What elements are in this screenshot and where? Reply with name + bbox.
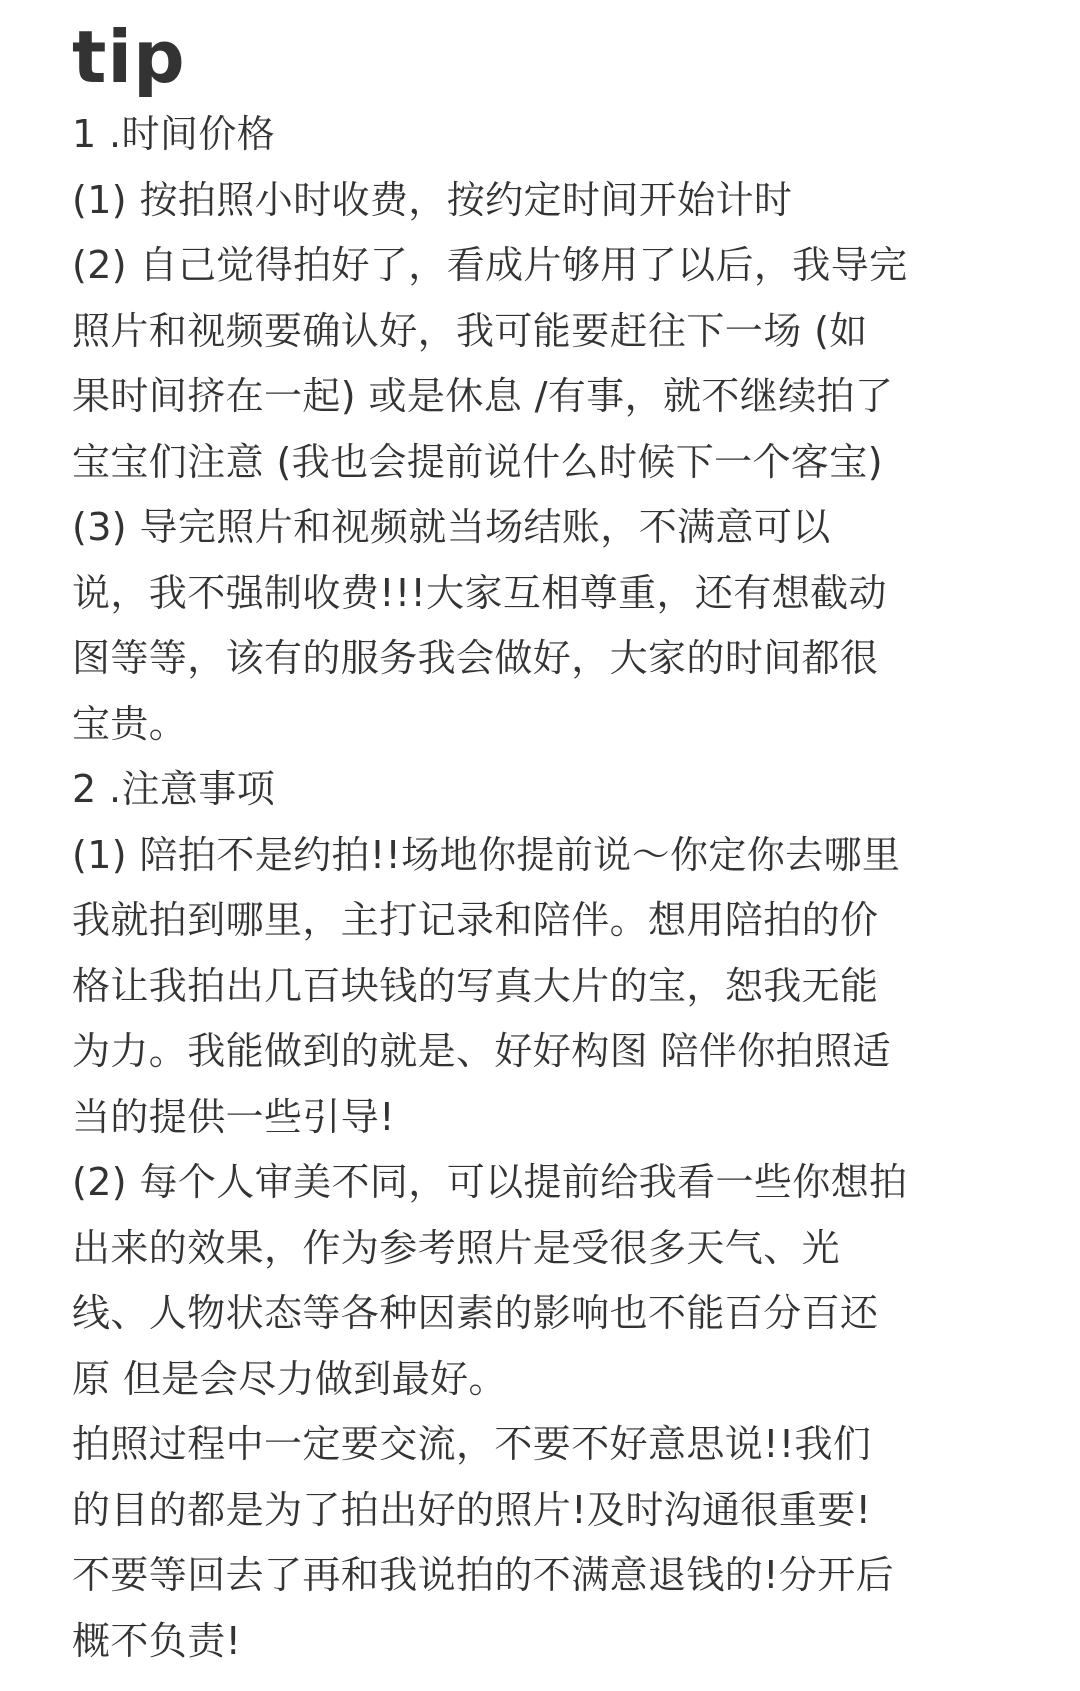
text-line: 说，我不强制收费!!!大家互相尊重，还有想截动 [72, 570, 887, 615]
text-line: (2) 每个人审美不同，可以提前给我看一些你想拍 [72, 1160, 908, 1204]
text-line: 概不负责! [72, 1618, 242, 1663]
text-line: 1 .时间价格 [72, 112, 276, 156]
text-line: 当的提供一些引导! [72, 1094, 395, 1139]
text-line: 2 .注意事项 [72, 767, 276, 811]
text-line: 照片和视频要确认好，我可能要赶往下一场 (如 [72, 308, 868, 353]
document-body [72, 102, 1020, 1674]
text-line: 的目的都是为了拍出好的照片!及时沟通很重要! [72, 1487, 872, 1532]
document-title: tip [72, 15, 186, 99]
text-line: 宝贵。 [72, 701, 188, 746]
text-line: (1) 按拍照小时收费，按约定时间开始计时 [72, 177, 793, 222]
text-line: 不要等回去了再和我说拍的不满意退钱的!分开后 [72, 1553, 895, 1597]
text-line: 宝宝们注意 (我也会提前说什么时候下一个客宝) [72, 439, 883, 484]
text-line: 拍照过程中一定要交流，不要不好意思说!!我们 [72, 1422, 872, 1466]
text-line: 原 但是会尽力做到最好。 [72, 1356, 507, 1401]
text-line: 格让我拍出几百块钱的写真大片的宝，恕我无能 [72, 963, 879, 1008]
text-line: 果时间挤在一起) 或是休息 /有事，就不继续拍了 [72, 374, 894, 418]
text-line: (1) 陪拍不是约拍!!场地你提前说～你定你去哪里 [72, 832, 901, 877]
text-line: 为力。我能做到的就是、好好构图 陪伴你拍照适 [72, 1029, 891, 1073]
text-line: (2) 自己觉得拍好了，看成片够用了以后，我导完 [72, 243, 908, 287]
text-line: (3) 导完照片和视频就当场结账，不满意可以 [72, 505, 831, 549]
text-line: 出来的效果，作为参考照片是受很多天气、光 [72, 1225, 841, 1270]
text-line: 线、人物状态等各种因素的影响也不能百分百还 [72, 1291, 879, 1335]
text-line: 图等等，该有的服务我会做好，大家的时间都很 [72, 636, 879, 680]
text-line: 我就拍到哪里，主打记录和陪伴。想用陪拍的价 [72, 898, 879, 942]
